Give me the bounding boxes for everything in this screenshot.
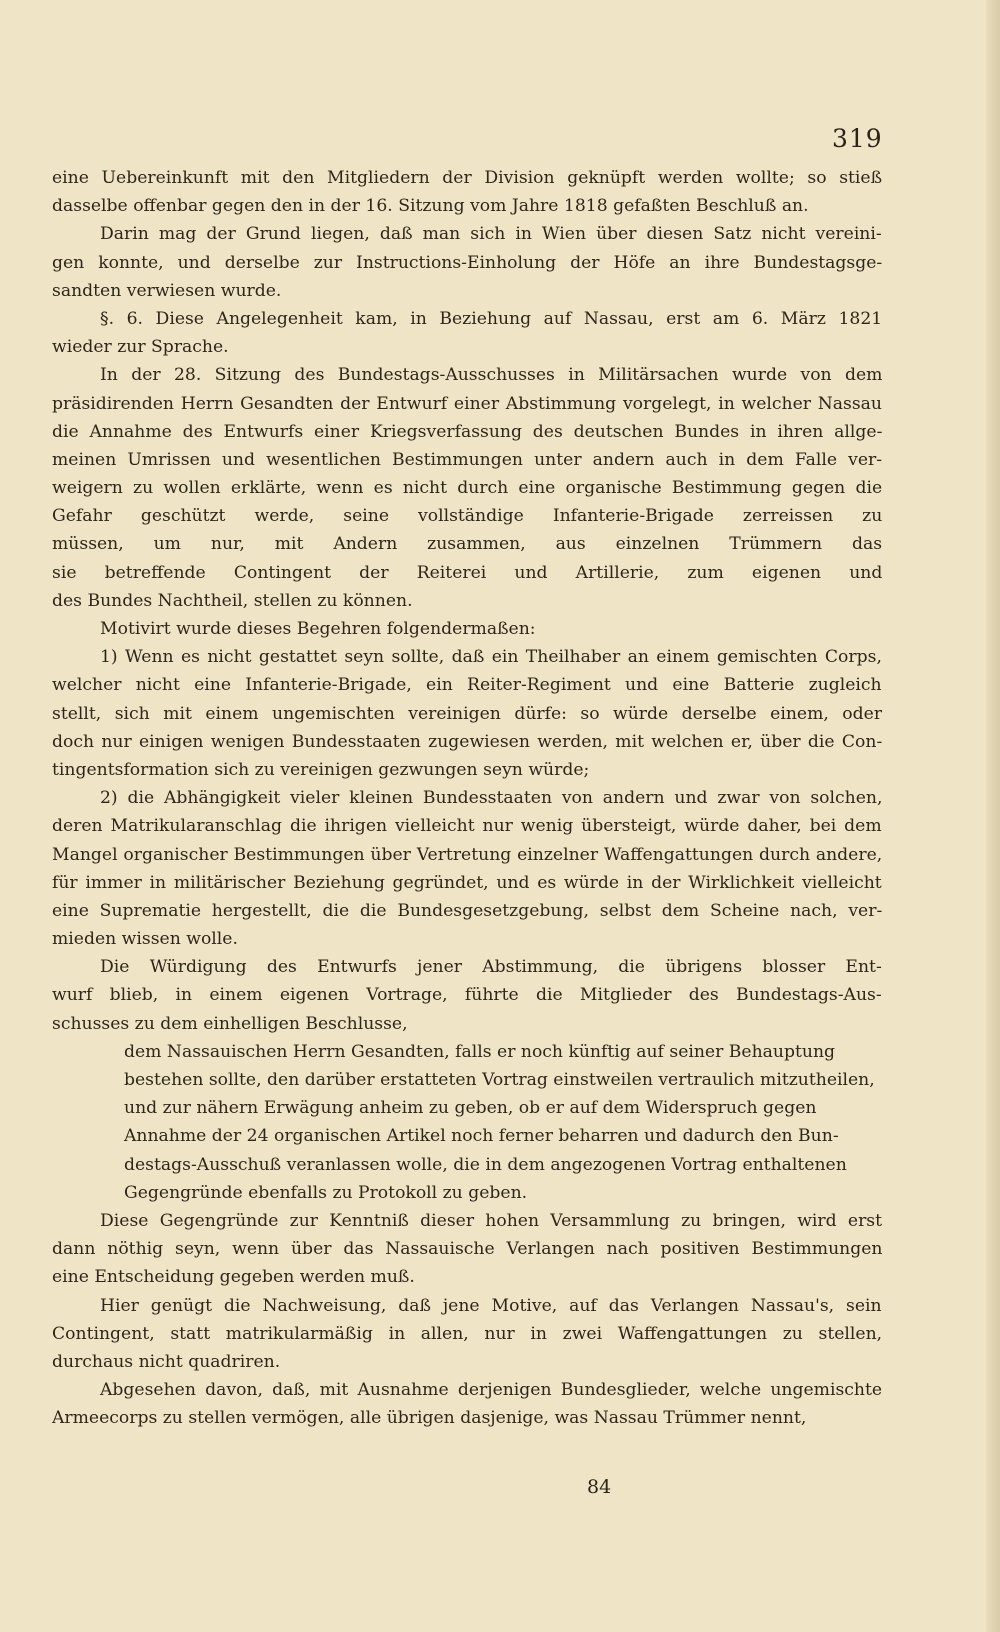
text-line: wurf blieb, in einem eigenen Vortrage, führte die Mitglieder des Bundestags-Aus- (52, 985, 882, 1006)
text-line: Die Würdigung des Entwurfs jener Abstimmung, die übrigens blosser Ent- (100, 957, 882, 978)
text-line: dann nöthig seyn, wenn über das Nassauische Verlangen nach positiven Bestimmungen (52, 1239, 882, 1260)
text-line: Contingent, statt matrikularmäßig in allen, nur in zwei Waffengattungen zu stellen, (52, 1323, 882, 1344)
text-line: Mangel organischer Bestimmungen über Vertretung einzelner Waffengattungen durch andere, (52, 844, 882, 865)
text-line: deren Matrikularanschlag die ihrigen vielleicht nur wenig übersteigt, würde daher, bei dem (52, 816, 882, 837)
text-line: meinen Umrissen und wesentlichen Bestimmungen unter andern auch in dem Falle ver- (52, 449, 882, 470)
text-line: welcher nicht eine Infanterie-Brigade, ein Reiter-Regiment und eine Batterie zugleich (52, 675, 882, 696)
text-line: Annahme der 24 organischen Artikel noch ferner beharren und dadurch den Bun- (124, 1126, 839, 1147)
text-line: bestehen sollte, den darüber erstatteten Vortrag einstweilen vertraulich mitzutheilen, (124, 1070, 875, 1090)
text-line: sie betreffende Contingent der Reiterei und Artillerie, zum eigenen und (52, 562, 882, 583)
page-edge (986, 0, 1000, 1632)
body-text (52, 164, 882, 1432)
text-line: Gefahr geschützt werde, seine vollständige Infanterie-Brigade zerreissen zu (52, 506, 882, 527)
signature-mark: 84 (587, 1476, 612, 1498)
text-line: Hier genügt die Nachweisung, daß jene Motive, auf das Verlangen Nassau's, sein (100, 1295, 882, 1316)
text-line: mieden wissen wolle. (52, 929, 238, 950)
text-line: präsidirenden Herrn Gesandten der Entwurf einer Abstimmung vorgelegt, in welcher Nassau (52, 393, 882, 414)
page-number: 319 (832, 124, 883, 153)
text-line: Gegengründe ebenfalls zu Protokoll zu geben. (124, 1182, 528, 1203)
text-line: müssen, um nur, mit Andern zusammen, aus einzelnen Trümmern das (52, 534, 882, 555)
text-line: Abgesehen davon, daß, mit Ausnahme derjenigen Bundesglieder, welche ungemischte (100, 1380, 882, 1401)
text-line: des Bundes Nachtheil, stellen zu können. (52, 590, 413, 611)
text-line: eine Uebereinkunft mit den Mitgliedern der Division geknüpft werden wollte; so stieß (52, 168, 882, 188)
text-line: gen konnte, und derselbe zur Instructions-Einholung der Höfe an ihre Bundestagsge- (52, 252, 882, 273)
text-line: 1) Wenn es nicht gestattet seyn sollte, daß ein Theilhaber an einem gemischten Corps, (100, 647, 882, 668)
text-line: durchaus nicht quadriren. (52, 1351, 281, 1372)
text-line: wieder zur Sprache. (52, 337, 229, 358)
text-line: doch nur einigen wenigen Bundesstaaten zugewiesen werden, mit welchen er, über die Con- (52, 731, 882, 752)
text-line: dasselbe offenbar gegen den in der 16. Sitzung vom Jahre 1818 gefaßten Beschluß an. (52, 196, 809, 217)
text-line: und zur nähern Erwägung anheim zu geben, ob er auf dem Widerspruch gegen (124, 1098, 817, 1119)
text-line: Darin mag der Grund liegen, daß man sich in Wien über diesen Satz nicht vereini- (100, 224, 882, 245)
text-line: sandten verwiesen wurde. (52, 280, 282, 301)
text-line: destags-Ausschuß veranlassen wolle, die in dem angezogenen Vortrag enthaltenen (124, 1154, 847, 1175)
text-line: für immer in militärischer Beziehung gegründet, und es würde in der Wirklichkeit vielleicht (52, 872, 882, 893)
text-line: Motivirt wurde dieses Begehren folgendermaßen: (100, 619, 536, 639)
text-line: Diese Gegengründe zur Kenntniß dieser hohen Versammlung zu bringen, wird erst (100, 1210, 882, 1231)
text-line: In der 28. Sitzung des Bundestags-Ausschusses in Militärsachen wurde von dem (100, 365, 882, 386)
text-line: stellt, sich mit einem ungemischten vereinigen dürfe: so würde derselbe einem, oder (52, 703, 882, 724)
text-line: weigern zu wollen erklärte, wenn es nicht durch eine organische Bestimmung gegen die (52, 478, 882, 499)
text-line: dem Nassauischen Herrn Gesandten, falls er noch künftig auf seiner Behauptung (124, 1041, 836, 1062)
text-line: tingentsformation sich zu vereinigen gezwungen seyn würde; (52, 759, 590, 780)
text-line: schusses zu dem einhelligen Beschlusse, (52, 1013, 408, 1034)
text-line: eine Entscheidung gegeben werden muß. (52, 1267, 415, 1288)
text-line: eine Suprematie hergestellt, die die Bundesgesetzgebung, selbst dem Scheine nach, ver- (52, 900, 882, 921)
text-line: Armeecorps zu stellen vermögen, alle übrigen dasjenige, was Nassau Trümmer nennt, (52, 1408, 807, 1429)
text-line: §. 6. Diese Angelegenheit kam, in Beziehung auf Nassau, erst am 6. März 1821 (100, 308, 882, 329)
text-line: 2) die Abhängigkeit vieler kleinen Bundesstaaten von andern und zwar von solchen, (100, 788, 882, 809)
text-line: die Annahme des Entwurfs einer Kriegsverfassung des deutschen Bundes in ihren allge- (52, 421, 882, 442)
